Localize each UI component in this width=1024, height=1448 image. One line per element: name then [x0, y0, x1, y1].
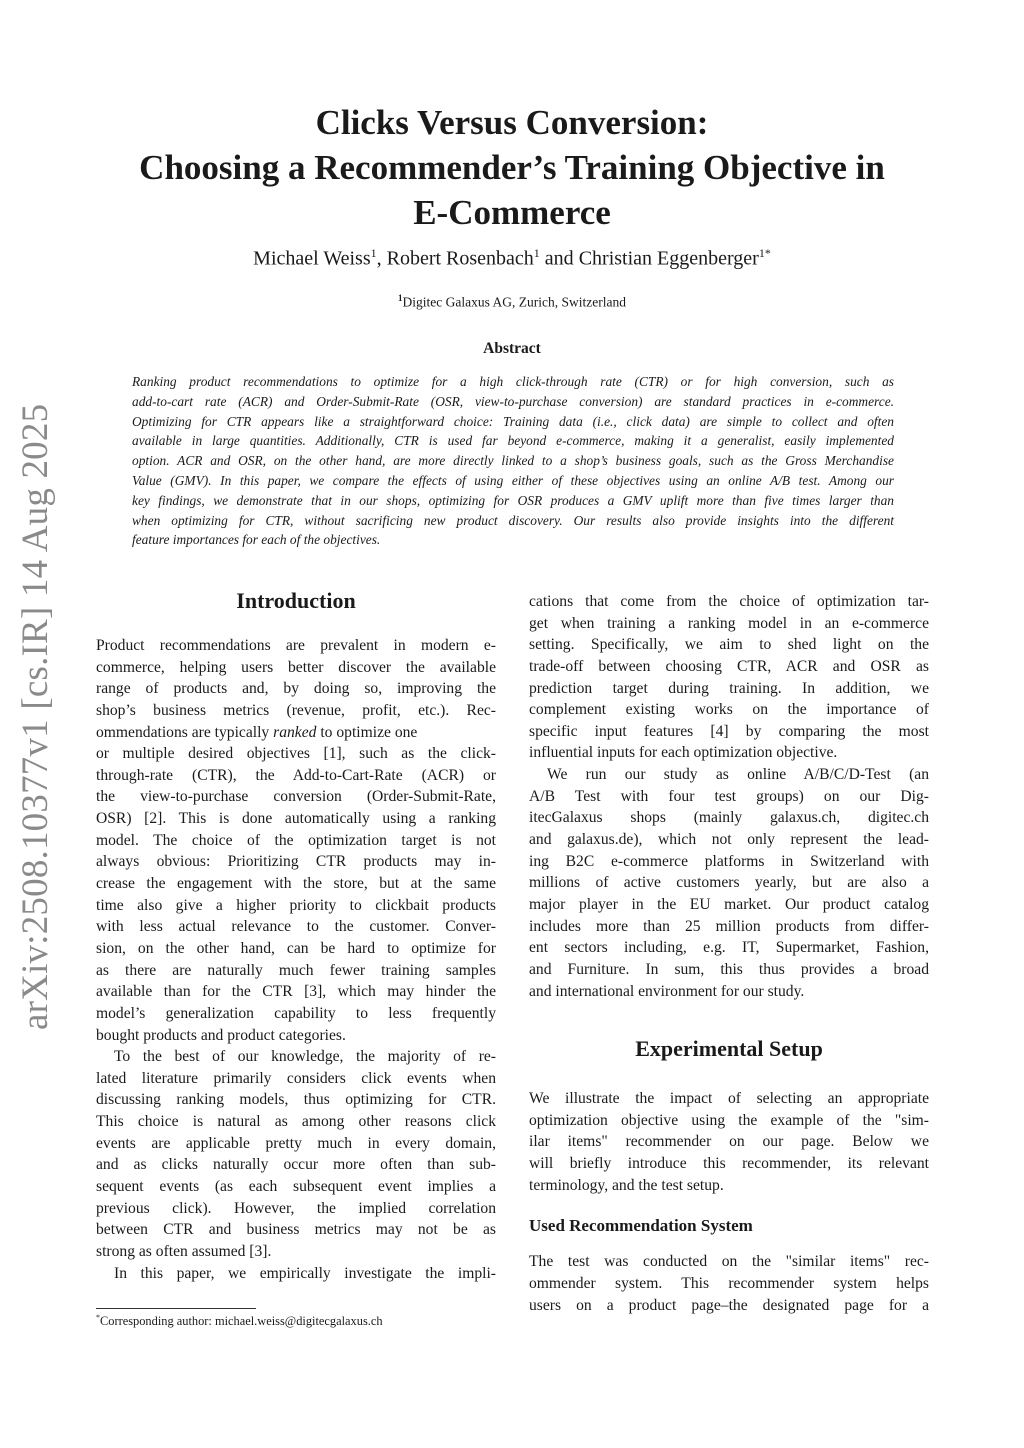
text-line: available than for the CTR [3], which may hinder the [96, 983, 496, 1001]
intro-paragraph-3 [96, 1263, 496, 1285]
intro-paragraph-2 [96, 1046, 496, 1262]
affiliation-text: Digitec Galaxus AG, Zurich, Switzerland [402, 294, 626, 310]
text-line: discussing ranking models, thus optimizing for CTR. [96, 1091, 496, 1109]
text-line: range of products and, by doing so, improving the [96, 680, 496, 698]
text-line: ent sectors including, e.g. IT, Supermarket, Fashion, [529, 939, 929, 957]
text-line: and international environment for our study. [529, 982, 805, 1000]
text-line: with less actual relevance to the customer. Conver- [96, 918, 496, 936]
text-line: get when training a ranking model in an e-commerce [529, 614, 929, 632]
text-line: time also give a higher priority to clickbait products [96, 896, 496, 914]
text-line [96, 722, 496, 744]
text-line: model. The choice of the optimization target is not [96, 831, 496, 849]
footnote [96, 1313, 383, 1329]
author-name: Michael Weiss [253, 247, 371, 270]
text-line: will briefly introduce this recommender, its relevant [529, 1155, 929, 1173]
text-line: ilar items" recommender on our page. Below we [529, 1133, 929, 1151]
abstract-line: feature importances for each of the objectives. [132, 532, 381, 548]
text-line: includes more than 25 million products from differ- [529, 917, 929, 935]
text-line: major player in the EU market. Our product catalog [529, 895, 929, 913]
abstract-body [132, 372, 894, 550]
section-heading-introduction: Introduction [236, 588, 356, 613]
abstract-line: available in large quantities. Additionally, CTR is used far beyond e-commerce, making it a generalist, easily implemented [132, 433, 894, 449]
text-line: as there are naturally much fewer training samples [96, 961, 496, 979]
footnote-text: Corresponding author: michael.weiss@digitecgalaxus.ch [100, 1314, 383, 1329]
footnote-divider [96, 1308, 256, 1309]
title-line: E-Commerce [413, 193, 611, 232]
text-line: model’s generalization capability to less frequently [96, 1004, 496, 1022]
footnote-mark: * [96, 1313, 100, 1322]
text-line: We illustrate the impact of selecting an appropriate [529, 1090, 929, 1108]
abstract-line: Value (GMV). In this paper, we compare the effects of using either of these objectives using an online A/B test. Among our [132, 472, 894, 488]
emphasis-ranked: ranked [273, 723, 317, 741]
text-line: lated literature primarily considers click events when [96, 1069, 496, 1087]
text-line: crease the engagement with the store, but at the same [96, 875, 496, 893]
title-line: Clicks Versus Conversion: [315, 103, 709, 142]
text-line: users on a product page–the designated page for a [529, 1296, 929, 1314]
author-affil-mark: 1 [533, 246, 540, 260]
text-line: OSR) [2]. This is done automatically using a ranking [96, 810, 496, 828]
intro-continuation-paragraph [529, 591, 929, 764]
subsection-heading-used-recommendation-system: Used Recommendation System [529, 1216, 753, 1236]
text-line: prediction target during training. In addition, we [529, 679, 929, 697]
paper-title [90, 100, 934, 235]
title-line: Choosing a Recommender’s Training Objective in [139, 148, 885, 187]
affiliation-mark: 1 [398, 293, 403, 303]
text-run: to optimize one [316, 723, 418, 741]
study-setup-paragraph [529, 764, 929, 1002]
text-line: and Furniture. In sum, this thus provides a broad [529, 960, 929, 978]
text-line: between CTR and business metrics may not be as [96, 1221, 496, 1239]
abstract-line: Ranking product recommendations to optimize for a high click-through rate (CTR) or for high conversion, such as [132, 374, 894, 389]
abstract-line: key findings, we demonstrate that in our shops, optimizing for OSR produces a GMV uplift more than five times larger than [132, 492, 894, 508]
experimental-setup-paragraph [529, 1088, 929, 1196]
text-line: This choice is natural as among other reasons click [96, 1113, 496, 1131]
text-line: specific input features [4] by comparing the most [529, 722, 929, 740]
text-line: events are applicable pretty much in every domain, [96, 1134, 496, 1152]
text-line: A/B Test with four test groups) on our Dig- [529, 787, 929, 805]
left-column [96, 590, 496, 1284]
author-separator: , [376, 247, 387, 270]
text-line: commerce, helping users better discover the available [96, 658, 496, 676]
text-line: terminology, and the test setup. [529, 1176, 724, 1194]
text-line: itecGalaxus shops (mainly galaxus.ch, digitec.ch [529, 809, 929, 827]
author-separator: and [539, 247, 579, 270]
affiliation [90, 293, 934, 311]
intro-paragraph-1 [96, 635, 496, 1046]
recommendation-system-paragraph [529, 1251, 929, 1316]
text-line: millions of active customers yearly, but are also a [529, 874, 929, 892]
author-name: Robert Rosenbach [386, 247, 534, 270]
text-line: the view-to-purchase conversion (Order-Submit-Rate, [96, 788, 496, 806]
author-affil-mark: 1 [370, 246, 377, 260]
abstract-line: option. ACR and OSR, on the other hand, are more directly linked to a shop’s business goals, such as the Gross Merchandise [132, 453, 894, 469]
text-line: strong as often assumed [3]. [96, 1242, 272, 1260]
text-line: previous click). However, the implied correlation [96, 1199, 496, 1217]
author-affil-mark: 1* [758, 246, 771, 260]
text-line: In this paper, we empirically investigate the impli- [114, 1264, 496, 1282]
text-line: or multiple desired objectives [1], such as the click- [96, 745, 496, 763]
text-line: Product recommendations are prevalent in modern e- [96, 637, 496, 654]
text-line: ommender system. This recommender system helps [529, 1275, 929, 1293]
text-line: shop’s business metrics (revenue, profit, etc.). Rec- [96, 701, 496, 719]
abstract-heading: Abstract [483, 340, 541, 357]
author-name: Christian Eggenberger [578, 247, 759, 270]
text-line: ing B2C e-commerce platforms in Switzerland with [529, 852, 929, 870]
text-line: We run our study as online A/B/C/D-Test (an [547, 766, 929, 784]
text-line: influential inputs for each optimization objective. [529, 744, 838, 762]
author-list [90, 246, 934, 271]
text-run: ommendations are typically [96, 723, 270, 741]
abstract-line: add-to-cart rate (ACR) and Order-Submit-Rate (OSR, view-to-purchase conversion) are standard practices in e-commerce. [132, 393, 894, 409]
text-line: bought products and product categories. [96, 1026, 346, 1044]
text-line: sion, on the other hand, can be hard to optimize for [96, 939, 496, 957]
text-line: setting. Specifically, we aim to shed light on the [529, 636, 929, 654]
text-line: cations that come from the choice of optimization tar- [529, 593, 929, 610]
text-line: and as clicks naturally occur more often than sub- [96, 1156, 496, 1174]
abstract-line: when optimizing for CTR, without sacrificing new product discovery. Our results also provide insights into the different [132, 512, 894, 528]
text-line: through-rate (CTR), the Add-to-Cart-Rate (ACR) or [96, 766, 496, 784]
arxiv-identifier: arXiv:2508.10377v1 [cs.IR] 14 Aug 2025 [15, 403, 56, 1030]
text-line: trade-off between choosing CTR, ACR and OSR as [529, 657, 929, 675]
abstract-line: Optimizing for CTR appears like a straightforward choice: Training data (i.e., click data) are simple to collect and often [132, 413, 894, 429]
text-line: complement existing works on the importance of [529, 701, 929, 719]
text-line: The test was conducted on the "similar items" rec- [529, 1253, 929, 1271]
section-heading-experimental-setup: Experimental Setup [635, 1036, 823, 1062]
text-line: sequent events (as each subsequent event implies a [96, 1178, 496, 1196]
text-line: optimization objective using the example of the "sim- [529, 1111, 929, 1129]
right-column [529, 591, 929, 1316]
text-line: To the best of our knowledge, the majority of re- [114, 1048, 496, 1066]
text-line: always obvious: Prioritizing CTR products may in- [96, 853, 496, 871]
text-line: and galaxus.de), which not only represent the lead- [529, 831, 929, 849]
